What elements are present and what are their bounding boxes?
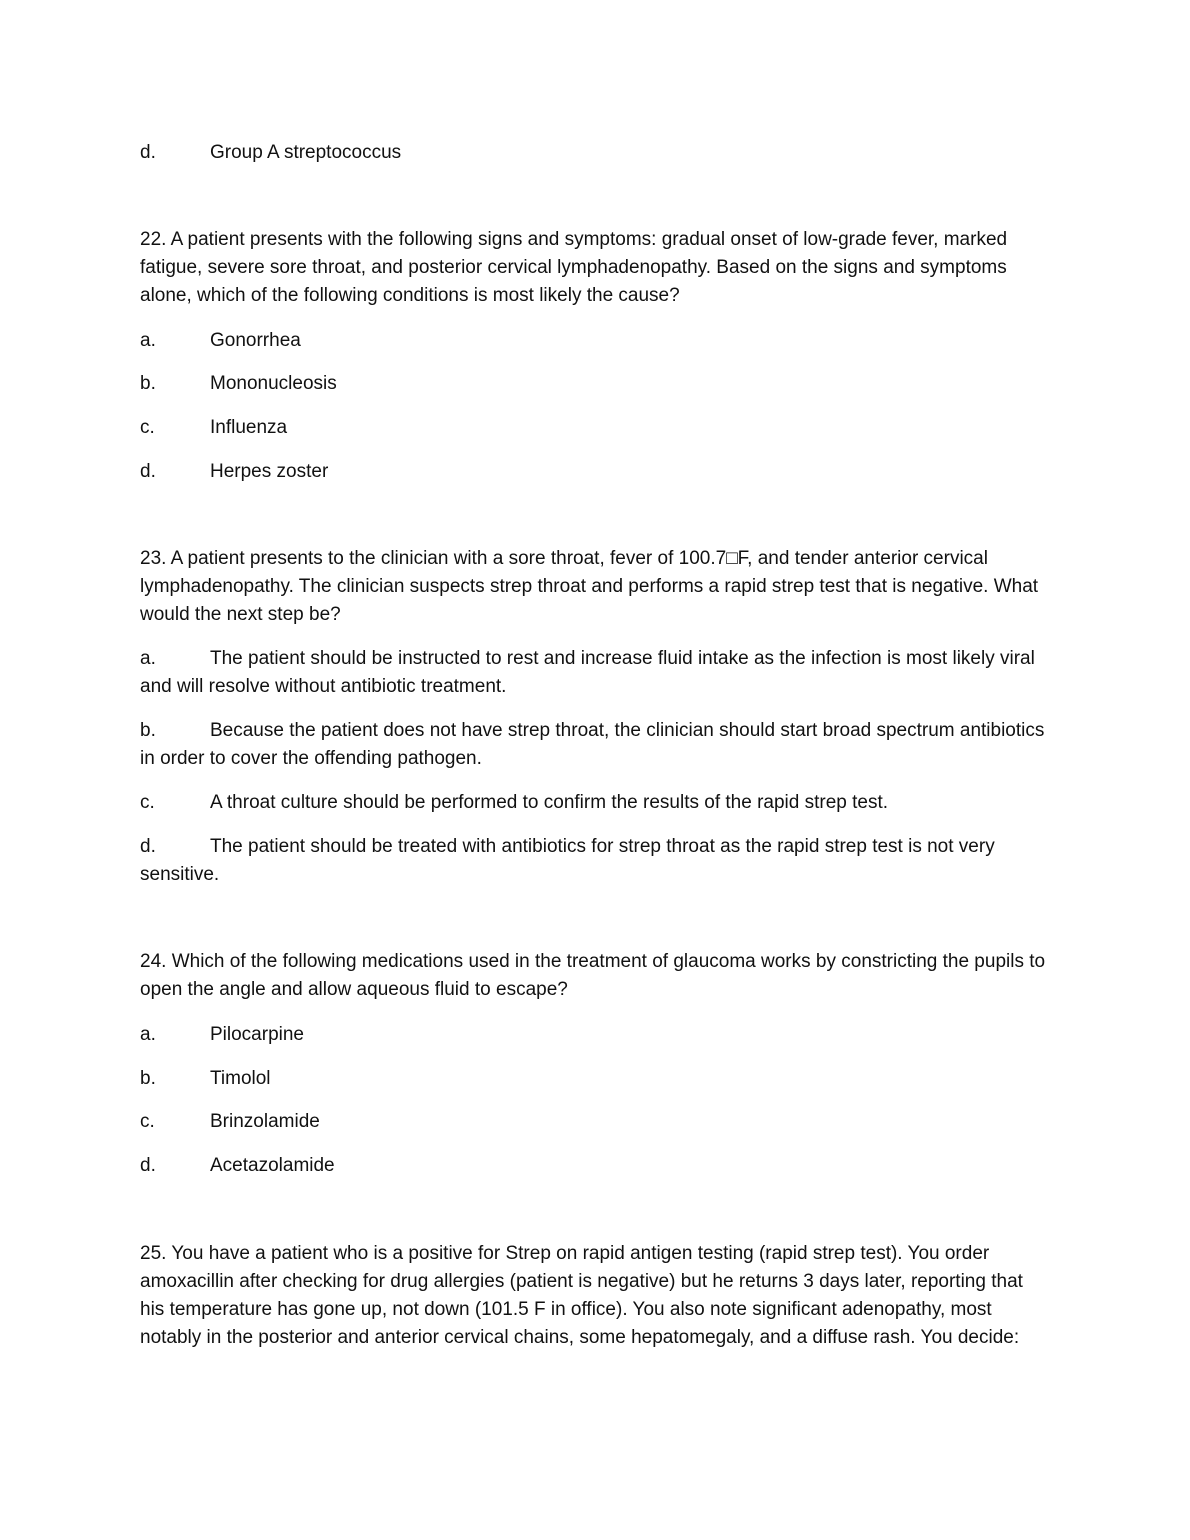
question-23-option-b <box>140 717 1050 773</box>
question-23-option-a <box>140 645 1050 701</box>
question-22-option-d <box>140 458 1050 486</box>
question-22-option-b <box>140 370 1050 398</box>
option-letter: c. <box>140 1111 155 1132</box>
question-22-option-a <box>140 327 1050 355</box>
option-text: Brinzolamide <box>210 1111 320 1132</box>
option-text: Mononucleosis <box>210 373 337 394</box>
option-text: Gonorrhea <box>210 330 301 351</box>
option-text: Influenza <box>210 417 288 438</box>
option-text: The patient should be instructed to rest and increase fluid intake as the infection is most likely viral and will resolve without antibiotic treatment. <box>140 648 1035 697</box>
question-23-option-c <box>140 789 1050 817</box>
option-letter: c. <box>140 792 155 813</box>
option-letter: b. <box>140 373 156 394</box>
option-letter: d. <box>140 1155 156 1176</box>
option-text: A throat culture should be performed to confirm the results of the rapid strep test. <box>210 792 889 813</box>
question-24-option-c <box>140 1108 1050 1136</box>
option-text: Pilocarpine <box>210 1024 304 1045</box>
option-letter: a. <box>140 330 156 351</box>
option-letter: b. <box>140 720 156 741</box>
carryover-option <box>140 139 1050 167</box>
option-text: Group A streptococcus <box>210 142 402 163</box>
option-letter: a. <box>140 1024 156 1045</box>
option-text: Timolol <box>210 1068 271 1089</box>
option-letter: a. <box>140 648 156 669</box>
option-letter: d. <box>140 836 156 857</box>
question-22-stem: 22. A patient presents with the following signs and symptoms: gradual onset of low-grade fever, marked fatigue, severe sore throat, and posterior cervical lymphadenopathy. Based on the signs and symptoms alone, which of the following conditions is most likely the cause? <box>140 229 1008 306</box>
option-text: The patient should be treated with antibiotics for strep throat as the rapid strep test is not very sensitive. <box>140 836 995 885</box>
option-text: Acetazolamide <box>210 1155 335 1176</box>
option-letter: c. <box>140 417 155 438</box>
question-24-option-d <box>140 1152 1050 1180</box>
option-letter: d. <box>140 461 156 482</box>
question-24-option-a <box>140 1021 1050 1049</box>
option-text: Because the patient does not have strep throat, the clinician should start broad spectrum antibiotics in order to cover the offending pathogen. <box>140 720 1045 769</box>
question-25-stem: 25. You have a patient who is a positive for Strep on rapid antigen testing (rapid strep test). You order amoxacillin after checking for drug allergies (patient is negative) but he returns 3 days later, reporting that his temperature has gone up, not down (101.5 F in office). You also note significant adenopathy, most notably in the posterior and anterior cervical chains, some hepatomegaly, and a diffuse rash. You decide: <box>140 1243 1023 1348</box>
option-letter: b. <box>140 1068 156 1089</box>
question-23-stem: 23. A patient presents to the clinician with a sore throat, fever of 100.7□F, and tender anterior cervical lymphadenopathy. The clinician suspects strep throat and performs a rapid strep test that is negative. What would the next step be? <box>140 548 1039 625</box>
option-letter: d. <box>140 142 156 163</box>
question-23-option-d <box>140 833 1050 889</box>
option-text: Herpes zoster <box>210 461 329 482</box>
question-24-stem: 24. Which of the following medications used in the treatment of glaucoma works by constricting the pupils to open the angle and allow aqueous fluid to escape? <box>140 951 1046 1000</box>
question-24-option-b <box>140 1065 1050 1093</box>
question-22-option-c <box>140 414 1050 442</box>
